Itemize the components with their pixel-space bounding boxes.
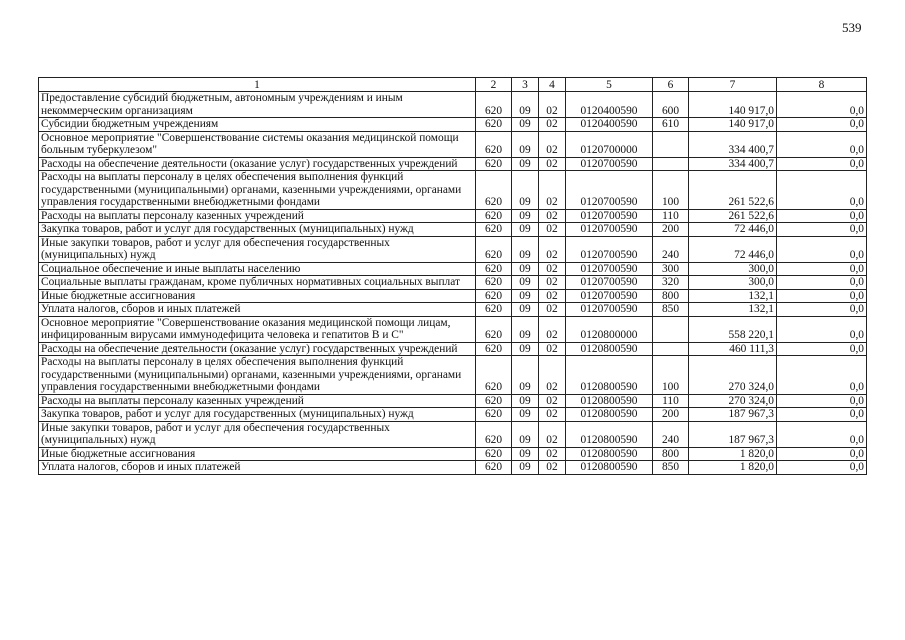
row-name: Предоставление субсидий бюджетным, автономным учреждениям и иным некоммерческим организациям [39, 92, 476, 118]
table-row [39, 209, 867, 223]
table-row [39, 303, 867, 317]
target-article-code: 0120700590 [566, 157, 653, 171]
subsection-code: 02 [539, 236, 566, 262]
amount-value: 261 522,6 [689, 209, 777, 223]
target-article-code: 0120800590 [566, 356, 653, 395]
subsection-code: 02 [539, 131, 566, 157]
ministry-code: 620 [476, 131, 512, 157]
table-row [39, 276, 867, 290]
amount-secondary-value: 0,0 [777, 421, 867, 447]
target-article-code: 0120700590 [566, 303, 653, 317]
amount-value: 270 324,0 [689, 356, 777, 395]
amount-secondary-value: 0,0 [777, 289, 867, 303]
table-row [39, 342, 867, 356]
amount-value: 460 111,3 [689, 342, 777, 356]
section-code: 09 [512, 394, 539, 408]
amount-secondary-value: 0,0 [777, 461, 867, 475]
table-row [39, 447, 867, 461]
amount-value: 300,0 [689, 262, 777, 276]
subsection-code: 02 [539, 209, 566, 223]
ministry-code: 620 [476, 356, 512, 395]
table-row [39, 394, 867, 408]
column-header: 1 [39, 78, 476, 92]
expense-type-code: 800 [653, 289, 689, 303]
amount-secondary-value: 0,0 [777, 171, 867, 210]
subsection-code: 02 [539, 408, 566, 422]
row-name: Расходы на выплаты персоналу в целях обеспечения выполнения функций государственными (муниципальными) органами, казенными учреждениями, органами управления государственными внебюджетными фондами [39, 356, 476, 395]
amount-value: 300,0 [689, 276, 777, 290]
row-name: Закупка товаров, работ и услуг для государственных (муниципальных) нужд [39, 408, 476, 422]
subsection-code: 02 [539, 342, 566, 356]
ministry-code: 620 [476, 157, 512, 171]
row-name: Основное мероприятие "Совершенствование оказания медицинской помощи лицам, инфицированным вирусами иммунодефицита человека и гепатитов В и С" [39, 316, 476, 342]
target-article-code: 0120700590 [566, 236, 653, 262]
subsection-code: 02 [539, 447, 566, 461]
expense-type-code [653, 131, 689, 157]
amount-value: 132,1 [689, 289, 777, 303]
section-code: 09 [512, 276, 539, 290]
ministry-code: 620 [476, 316, 512, 342]
section-code: 09 [512, 262, 539, 276]
table-row [39, 461, 867, 475]
target-article-code: 0120700590 [566, 223, 653, 237]
table-row [39, 171, 867, 210]
row-name: Иные закупки товаров, работ и услуг для обеспечения государственных (муниципальных) нужд [39, 421, 476, 447]
amount-value: 334 400,7 [689, 131, 777, 157]
subsection-code: 02 [539, 356, 566, 395]
target-article-code: 0120700590 [566, 171, 653, 210]
section-code: 09 [512, 157, 539, 171]
ministry-code: 620 [476, 171, 512, 210]
subsection-code: 02 [539, 171, 566, 210]
subsection-code: 02 [539, 289, 566, 303]
ministry-code: 620 [476, 209, 512, 223]
ministry-code: 620 [476, 303, 512, 317]
subsection-code: 02 [539, 118, 566, 132]
budget-table [38, 77, 867, 475]
expense-type-code: 110 [653, 209, 689, 223]
target-article-code: 0120800590 [566, 408, 653, 422]
amount-value: 270 324,0 [689, 394, 777, 408]
expense-type-code: 850 [653, 461, 689, 475]
row-name: Социальное обеспечение и иные выплаты населению [39, 262, 476, 276]
amount-secondary-value: 0,0 [777, 157, 867, 171]
ministry-code: 620 [476, 447, 512, 461]
row-name: Субсидии бюджетным учреждениям [39, 118, 476, 132]
table-row [39, 421, 867, 447]
ministry-code: 620 [476, 223, 512, 237]
expense-type-code [653, 157, 689, 171]
section-code: 09 [512, 289, 539, 303]
ministry-code: 620 [476, 461, 512, 475]
target-article-code: 0120800590 [566, 421, 653, 447]
section-code: 09 [512, 223, 539, 237]
section-code: 09 [512, 342, 539, 356]
row-name: Основное мероприятие "Совершенствование системы оказания медицинской помощи больным туберкулезом" [39, 131, 476, 157]
amount-value: 1 820,0 [689, 447, 777, 461]
amount-secondary-value: 0,0 [777, 236, 867, 262]
table-row [39, 223, 867, 237]
column-header: 2 [476, 78, 512, 92]
amount-value: 72 446,0 [689, 236, 777, 262]
section-code: 09 [512, 447, 539, 461]
target-article-code: 0120800590 [566, 461, 653, 475]
section-code: 09 [512, 171, 539, 210]
section-code: 09 [512, 118, 539, 132]
expense-type-code: 850 [653, 303, 689, 317]
section-code: 09 [512, 316, 539, 342]
amount-value: 187 967,3 [689, 421, 777, 447]
column-header: 3 [512, 78, 539, 92]
section-code: 09 [512, 303, 539, 317]
ministry-code: 620 [476, 342, 512, 356]
table-row [39, 118, 867, 132]
amount-secondary-value: 0,0 [777, 408, 867, 422]
subsection-code: 02 [539, 262, 566, 276]
expense-type-code: 240 [653, 421, 689, 447]
row-name: Расходы на выплаты персоналу в целях обеспечения выполнения функций государственными (муниципальными) органами, казенными учреждениями, органами управления государственными внебюджетными фондами [39, 171, 476, 210]
amount-value: 132,1 [689, 303, 777, 317]
row-name: Закупка товаров, работ и услуг для государственных (муниципальных) нужд [39, 223, 476, 237]
target-article-code: 0120400590 [566, 92, 653, 118]
amount-secondary-value: 0,0 [777, 118, 867, 132]
table-row [39, 131, 867, 157]
table-row [39, 408, 867, 422]
subsection-code: 02 [539, 223, 566, 237]
amount-secondary-value: 0,0 [777, 356, 867, 395]
ministry-code: 620 [476, 421, 512, 447]
amount-secondary-value: 0,0 [777, 276, 867, 290]
row-name: Расходы на обеспечение деятельности (оказание услуг) государственных учреждений [39, 157, 476, 171]
row-name: Иные бюджетные ассигнования [39, 289, 476, 303]
amount-secondary-value: 0,0 [777, 447, 867, 461]
section-code: 09 [512, 209, 539, 223]
amount-secondary-value: 0,0 [777, 223, 867, 237]
table-row [39, 92, 867, 118]
ministry-code: 620 [476, 118, 512, 132]
amount-secondary-value: 0,0 [777, 342, 867, 356]
expense-type-code: 200 [653, 223, 689, 237]
target-article-code: 0120400590 [566, 118, 653, 132]
column-header: 5 [566, 78, 653, 92]
ministry-code: 620 [476, 92, 512, 118]
section-code: 09 [512, 408, 539, 422]
expense-type-code: 300 [653, 262, 689, 276]
amount-value: 261 522,6 [689, 171, 777, 210]
expense-type-code [653, 342, 689, 356]
subsection-code: 02 [539, 303, 566, 317]
row-name: Иные закупки товаров, работ и услуг для обеспечения государственных (муниципальных) нужд [39, 236, 476, 262]
target-article-code: 0120800000 [566, 316, 653, 342]
expense-type-code: 800 [653, 447, 689, 461]
amount-value: 558 220,1 [689, 316, 777, 342]
amount-value: 140 917,0 [689, 92, 777, 118]
section-code: 09 [512, 131, 539, 157]
amount-value: 187 967,3 [689, 408, 777, 422]
column-header: 8 [777, 78, 867, 92]
row-name: Уплата налогов, сборов и иных платежей [39, 303, 476, 317]
amount-secondary-value: 0,0 [777, 131, 867, 157]
row-name: Расходы на выплаты персоналу казенных учреждений [39, 209, 476, 223]
ministry-code: 620 [476, 394, 512, 408]
amount-secondary-value: 0,0 [777, 316, 867, 342]
header-row [39, 78, 867, 92]
target-article-code: 0120700590 [566, 289, 653, 303]
table-row [39, 262, 867, 276]
row-name: Уплата налогов, сборов и иных платежей [39, 461, 476, 475]
target-article-code: 0120700000 [566, 131, 653, 157]
expense-type-code: 240 [653, 236, 689, 262]
row-name: Расходы на выплаты персоналу казенных учреждений [39, 394, 476, 408]
ministry-code: 620 [476, 289, 512, 303]
expense-type-code: 610 [653, 118, 689, 132]
page-number: 539 [842, 20, 862, 35]
expense-type-code: 600 [653, 92, 689, 118]
target-article-code: 0120800590 [566, 342, 653, 356]
subsection-code: 02 [539, 316, 566, 342]
section-code: 09 [512, 356, 539, 395]
expense-type-code [653, 316, 689, 342]
amount-secondary-value: 0,0 [777, 209, 867, 223]
row-name: Социальные выплаты гражданам, кроме публичных нормативных социальных выплат [39, 276, 476, 290]
amount-value: 1 820,0 [689, 461, 777, 475]
amount-value: 334 400,7 [689, 157, 777, 171]
expense-type-code: 320 [653, 276, 689, 290]
row-name: Иные бюджетные ассигнования [39, 447, 476, 461]
expense-type-code: 100 [653, 356, 689, 395]
amount-secondary-value: 0,0 [777, 394, 867, 408]
subsection-code: 02 [539, 157, 566, 171]
section-code: 09 [512, 92, 539, 118]
amount-secondary-value: 0,0 [777, 262, 867, 276]
column-header: 7 [689, 78, 777, 92]
target-article-code: 0120800590 [566, 447, 653, 461]
ministry-code: 620 [476, 236, 512, 262]
amount-value: 72 446,0 [689, 223, 777, 237]
subsection-code: 02 [539, 394, 566, 408]
target-article-code: 0120800590 [566, 394, 653, 408]
table-row [39, 236, 867, 262]
ministry-code: 620 [476, 408, 512, 422]
ministry-code: 620 [476, 276, 512, 290]
target-article-code: 0120700590 [566, 262, 653, 276]
section-code: 09 [512, 421, 539, 447]
table-row [39, 316, 867, 342]
expense-type-code: 100 [653, 171, 689, 210]
target-article-code: 0120700590 [566, 276, 653, 290]
section-code: 09 [512, 461, 539, 475]
column-header: 4 [539, 78, 566, 92]
subsection-code: 02 [539, 461, 566, 475]
row-name: Расходы на обеспечение деятельности (оказание услуг) государственных учреждений [39, 342, 476, 356]
amount-secondary-value: 0,0 [777, 303, 867, 317]
section-code: 09 [512, 236, 539, 262]
column-header: 6 [653, 78, 689, 92]
target-article-code: 0120700590 [566, 209, 653, 223]
ministry-code: 620 [476, 262, 512, 276]
amount-value: 140 917,0 [689, 118, 777, 132]
subsection-code: 02 [539, 276, 566, 290]
subsection-code: 02 [539, 92, 566, 118]
expense-type-code: 200 [653, 408, 689, 422]
expense-type-code: 110 [653, 394, 689, 408]
table-row [39, 289, 867, 303]
amount-secondary-value: 0,0 [777, 92, 867, 118]
table-row [39, 356, 867, 395]
subsection-code: 02 [539, 421, 566, 447]
table-row [39, 157, 867, 171]
